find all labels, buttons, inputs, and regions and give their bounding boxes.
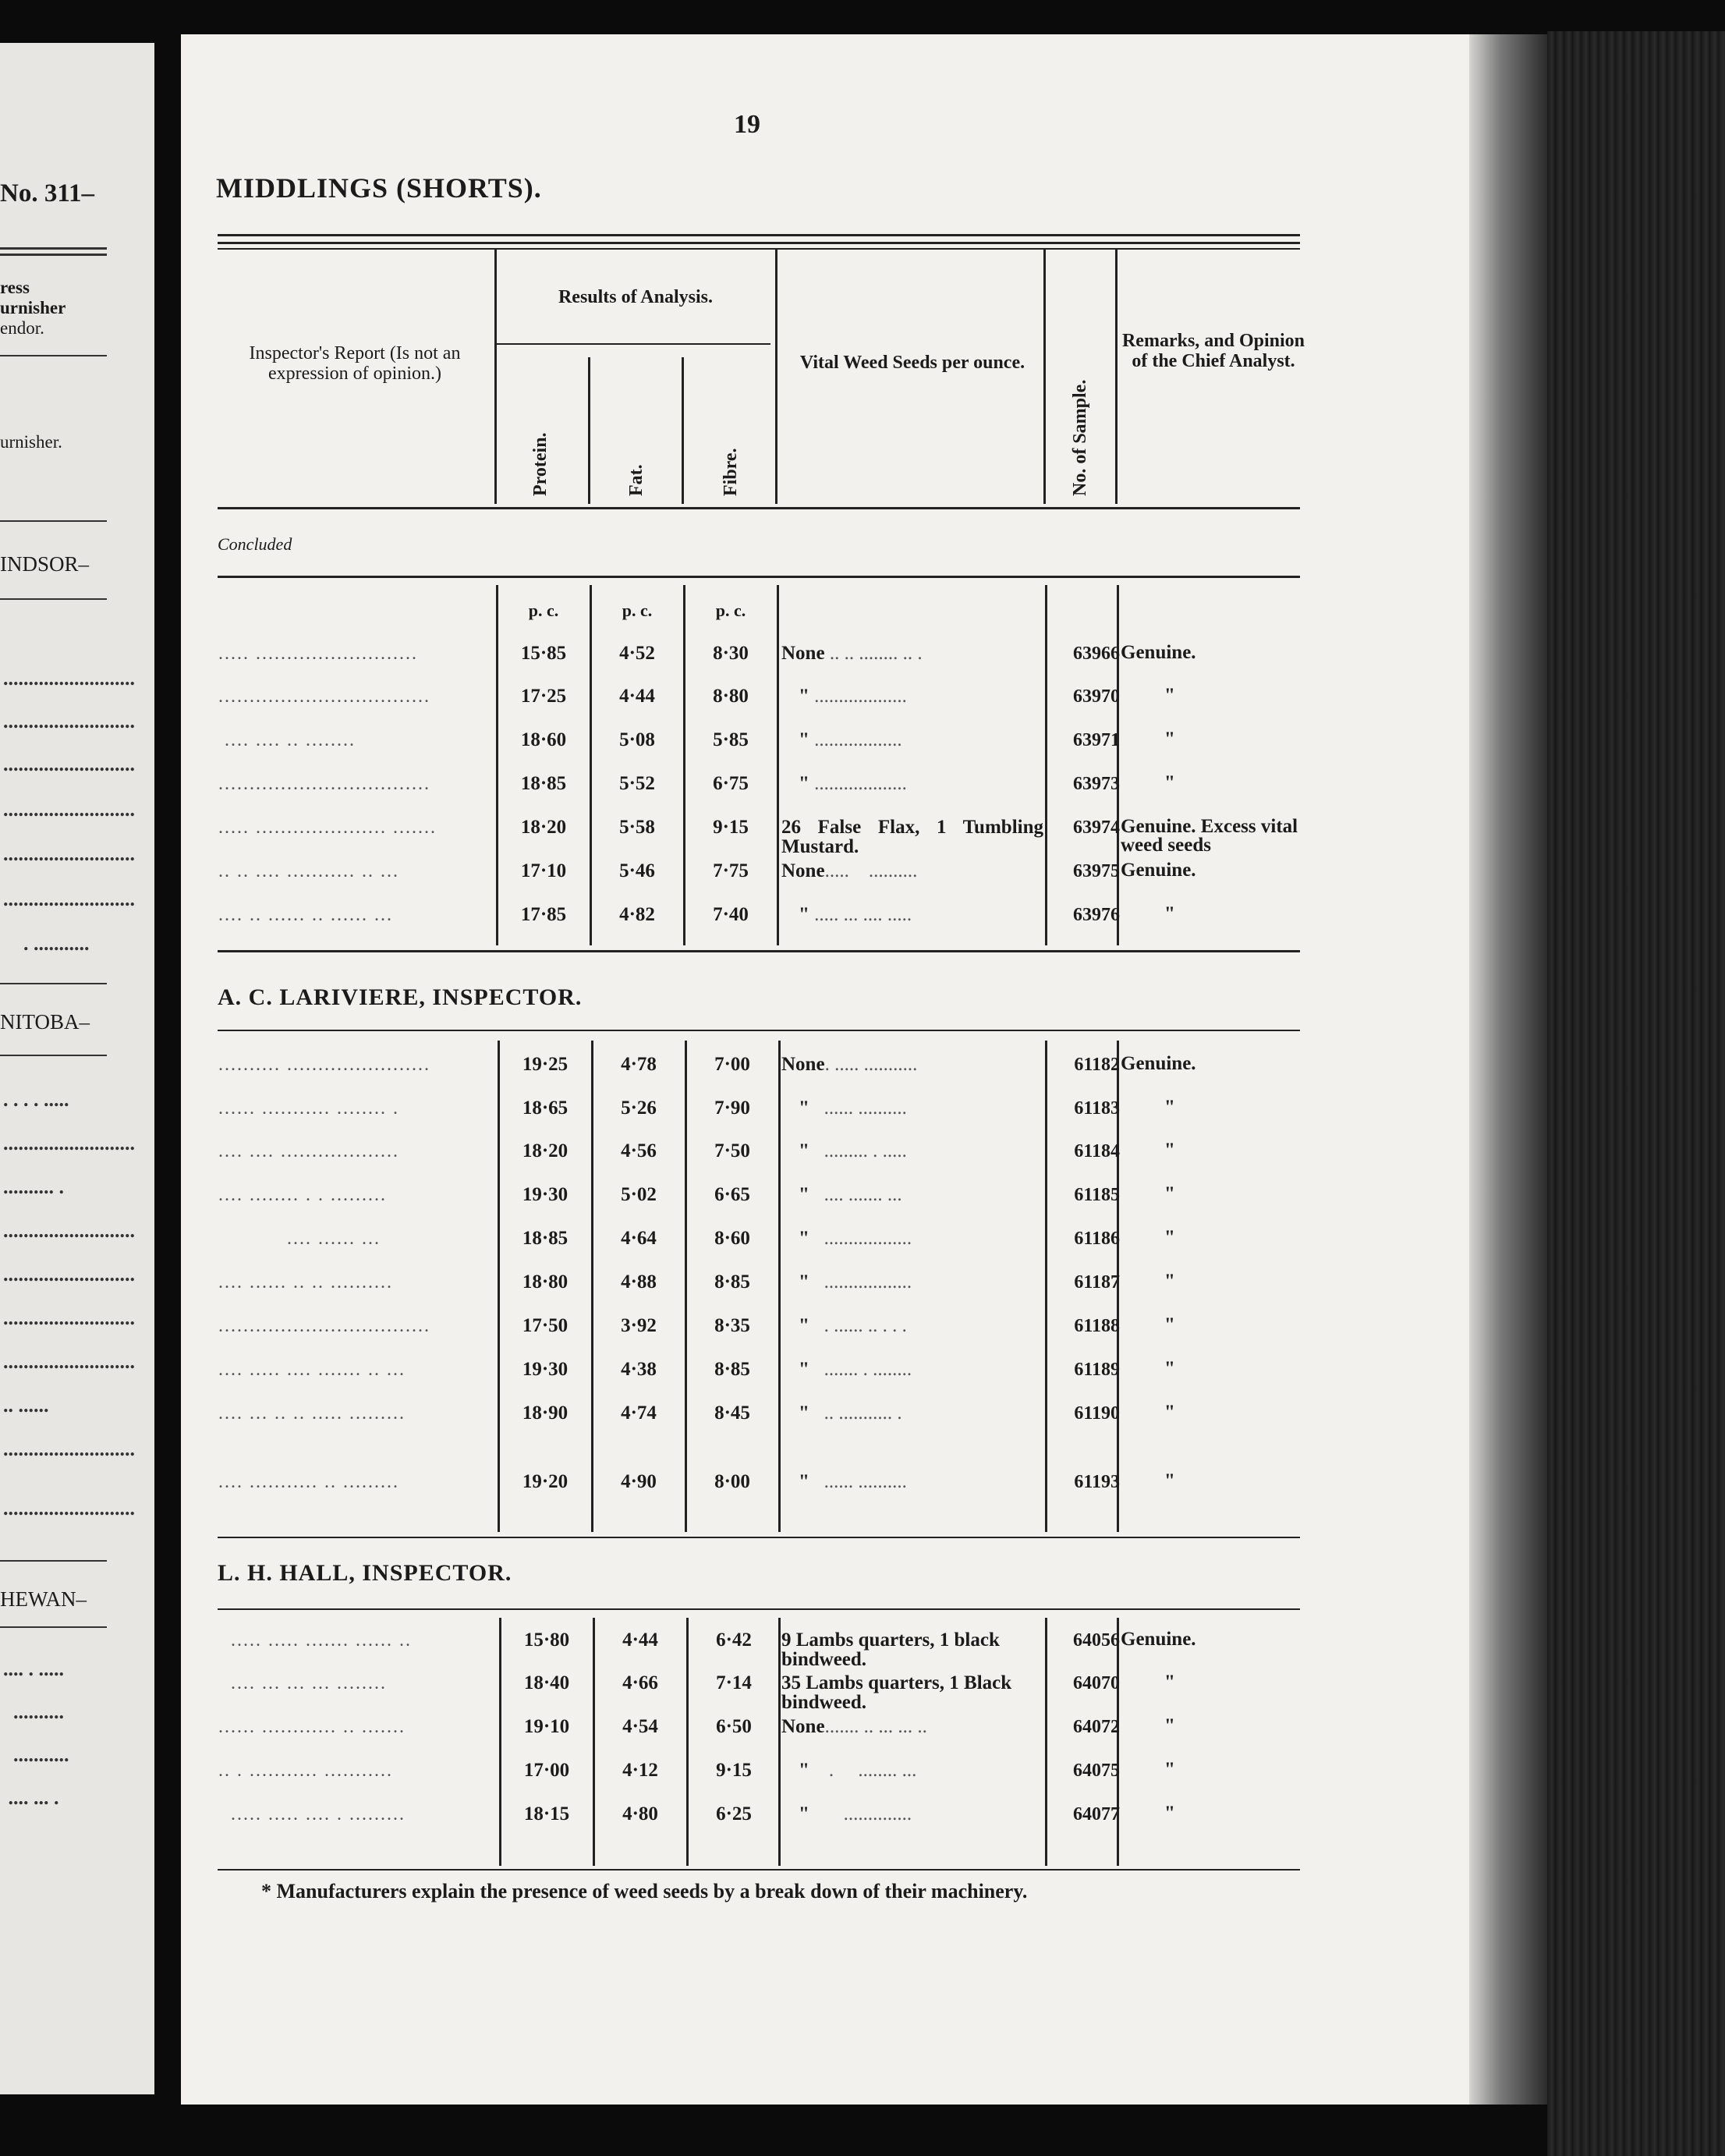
fat-cell: 4·74: [621, 1402, 657, 1424]
column-rule: [777, 585, 779, 945]
remark-cell: ": [1164, 1271, 1175, 1292]
weed-cell: None....... .. ... ... ..: [781, 1716, 927, 1737]
unit-label: p. c.: [715, 601, 746, 620]
remark-cell: ": [1164, 1140, 1175, 1161]
fat-cell: 4·64: [621, 1228, 657, 1249]
remark-cell: ": [1164, 1314, 1175, 1335]
sample-cell: 63974: [1073, 817, 1120, 838]
header-top-rule: [218, 248, 1300, 250]
protein-cell: 19·25: [522, 1054, 569, 1075]
remark-cell: ": [1164, 685, 1175, 706]
protein-cell: 18·90: [522, 1402, 569, 1424]
left-page-text: ress: [0, 278, 30, 297]
remark-cell: ": [1164, 1358, 1175, 1379]
weed-cell: " . ...... .. . . .: [799, 1315, 907, 1336]
column-rule: [593, 1618, 595, 1866]
protein-cell: 18·20: [520, 817, 567, 838]
weed-cell: 26 False Flax, 1 Tumbling Mustard.: [781, 817, 1043, 857]
weed-cell: " ...... ..........: [799, 1471, 907, 1492]
fibre-cell: 7·50: [714, 1140, 750, 1161]
protein-header: Protein.: [530, 432, 551, 496]
divider: [0, 1560, 107, 1562]
unit-label: p. c.: [528, 601, 559, 620]
remark-cell: ": [1164, 1715, 1175, 1736]
weed-cell: " ......... . .....: [799, 1140, 907, 1161]
results-header: Results of Analysis.: [558, 287, 714, 307]
fat-header: Fat.: [626, 464, 646, 496]
protein-cell: 18·85: [520, 773, 567, 794]
remark-cell: ": [1164, 1803, 1175, 1824]
remark-cell: ": [1164, 903, 1175, 924]
section-rule: [218, 1608, 1300, 1610]
protein-cell: 18·65: [522, 1098, 569, 1119]
protein-cell: 15·85: [520, 643, 567, 664]
fat-cell: 4·88: [621, 1271, 657, 1293]
weed-cell: " .... ....... ...: [799, 1184, 902, 1205]
remark-cell: ": [1164, 1759, 1175, 1780]
fat-cell: 5·58: [619, 817, 655, 838]
column-rule: [1117, 585, 1119, 945]
weed-cell: None. ..... ...........: [781, 1054, 918, 1075]
header-bottom-rule: [218, 507, 1300, 509]
page-title: MIDDLINGS (SHORTS).: [216, 172, 542, 204]
sample-cell: 61189: [1074, 1360, 1120, 1380]
weed-cell: " ..............: [799, 1803, 912, 1824]
sample-cell: 63966: [1073, 644, 1120, 664]
weed-seeds-header: Vital Weed Seeds per ounce.: [799, 353, 1025, 373]
weed-cell: " ....... . ........: [799, 1359, 912, 1380]
sample-cell: 63970: [1073, 686, 1120, 707]
weed-cell: 9 Lambs quarters, 1 black bindweed.: [781, 1629, 1000, 1670]
fibre-cell: 8·80: [713, 686, 749, 707]
column-rule: [590, 585, 592, 945]
column-rule: [775, 248, 777, 504]
left-page-number: No. 311–: [0, 179, 95, 207]
fat-cell: 4·54: [622, 1716, 658, 1737]
weed-cell: " ..................: [799, 1271, 912, 1293]
remark-cell: ": [1164, 1470, 1175, 1491]
sample-cell: 61187: [1074, 1272, 1120, 1293]
weed-cell: None .. .. ........ .. .: [781, 643, 923, 664]
remark-cell: ": [1164, 1227, 1175, 1248]
remark-cell: ": [1164, 729, 1175, 750]
divider: [0, 520, 107, 522]
sample-cell: 61190: [1074, 1403, 1120, 1424]
footnote: * Manufacturers explain the presence of weed seeds by a break down of their machinery.: [261, 1880, 1028, 1902]
protein-cell: 19·30: [522, 1184, 569, 1205]
sample-cell: 63973: [1073, 774, 1120, 794]
fat-cell: 4·38: [621, 1359, 657, 1380]
sample-cell: 61193: [1074, 1472, 1120, 1492]
remark-cell: ": [1164, 1183, 1175, 1204]
fibre-cell: 6·65: [714, 1184, 750, 1205]
sample-cell: 61188: [1074, 1316, 1120, 1336]
unit-label: p. c.: [622, 601, 653, 620]
header-top-rule: [218, 234, 1300, 236]
column-rule: [682, 357, 684, 504]
inspector-heading: L. H. HALL, INSPECTOR.: [218, 1560, 512, 1586]
fibre-cell: 7·90: [714, 1098, 750, 1119]
sample-cell: 61182: [1074, 1055, 1120, 1075]
fat-cell: 4·80: [622, 1803, 658, 1824]
column-rule: [1045, 585, 1047, 945]
table-bottom-rule: [218, 1869, 1300, 1871]
section-rule: [218, 576, 1300, 578]
column-rule: [588, 357, 590, 504]
column-rule: [686, 1618, 689, 1866]
inspector-report-header: Inspector's Report (Is not an expression of opinion.): [249, 343, 461, 384]
fibre-cell: 7·40: [713, 904, 749, 925]
remark-cell: ": [1164, 772, 1175, 793]
column-rule: [496, 585, 498, 945]
protein-cell: 18·60: [520, 729, 567, 750]
sample-cell: 64075: [1073, 1761, 1120, 1781]
sample-cell: 64070: [1073, 1673, 1120, 1693]
section-rule: [218, 950, 1300, 952]
fibre-cell: 8·30: [713, 643, 749, 664]
fibre-cell: 8·45: [714, 1402, 750, 1424]
remark-cell: Genuine.: [1121, 642, 1196, 663]
left-facing-page: No. 311– ress urnisher endor. urnisher. INDSOR– .......................... .......................... .......................... .......................... .......................... .......................... . ........... NITOBA– . . . . ..... .......................... .......... . .......................... .......................... .......................... .......................... .. ...... .......................... .......................... HEWAN– .... . ..... .......... ........... .... ... .: [0, 43, 154, 2094]
section-rule: [218, 1537, 1300, 1538]
protein-cell: 17·00: [523, 1760, 570, 1781]
column-rule: [778, 1041, 781, 1532]
protein-cell: 18·15: [523, 1803, 570, 1824]
column-rule: [1043, 248, 1046, 504]
sample-cell: 63971: [1073, 730, 1120, 750]
fibre-cell: 8·85: [714, 1359, 750, 1380]
column-rule: [1115, 248, 1118, 504]
fibre-cell: 6·42: [716, 1629, 752, 1651]
sample-cell: 63976: [1073, 905, 1120, 925]
divider: [0, 247, 107, 250]
page-edge-shadow: [1469, 34, 1547, 2105]
protein-cell: 18·85: [522, 1228, 569, 1249]
fat-cell: 4·52: [619, 643, 655, 664]
column-rule: [683, 585, 685, 945]
sample-cell: 61186: [1074, 1229, 1120, 1249]
protein-cell: 17·85: [520, 904, 567, 925]
left-page-text: endor.: [0, 318, 44, 338]
fibre-cell: 9·15: [716, 1760, 752, 1781]
sample-cell: 64056: [1073, 1630, 1120, 1651]
protein-cell: 17·50: [522, 1315, 569, 1336]
left-page-text: urnisher: [0, 298, 66, 317]
weed-cell: " . ........ ...: [799, 1760, 917, 1781]
divider: [0, 254, 107, 256]
remark-cell: Genuine.: [1121, 1629, 1196, 1650]
fat-cell: 4·12: [622, 1760, 658, 1781]
fibre-cell: 6·25: [716, 1803, 752, 1824]
fat-cell: 4·56: [621, 1140, 657, 1161]
fat-cell: 4·82: [619, 904, 655, 925]
left-page-heading: NITOBA–: [0, 1010, 90, 1034]
fibre-header: Fibre.: [721, 448, 741, 496]
fat-cell: 4·44: [622, 1629, 658, 1651]
protein-cell: 19·10: [523, 1716, 570, 1737]
divider: [0, 355, 107, 356]
fibre-cell: 7·00: [714, 1054, 750, 1075]
weed-cell: " ...................: [799, 773, 907, 794]
column-rule: [494, 248, 497, 504]
section-rule: [218, 1030, 1300, 1031]
weed-cell: None..... ..........: [781, 860, 918, 881]
weed-cell: " ..................: [799, 1228, 912, 1249]
protein-cell: 19·30: [522, 1359, 569, 1380]
weed-cell: " ...................: [799, 686, 907, 707]
results-rule: [496, 343, 770, 345]
left-page-heading: INDSOR–: [0, 552, 90, 576]
fibre-cell: 5·85: [713, 729, 749, 750]
fibre-cell: 8·00: [714, 1471, 750, 1492]
protein-cell: 18·40: [523, 1672, 570, 1693]
column-rule: [499, 1618, 501, 1866]
fat-cell: 5·08: [619, 729, 655, 750]
sample-cell: 61184: [1074, 1141, 1120, 1161]
inspector-heading: A. C. LARIVIERE, INSPECTOR.: [218, 984, 583, 1010]
remark-cell: Genuine. Excess vital weed seeds: [1121, 816, 1298, 856]
left-page-text: urnisher.: [0, 432, 62, 452]
fibre-cell: 7·14: [716, 1672, 752, 1693]
fat-cell: 5·02: [621, 1184, 657, 1205]
page-number: 19: [734, 110, 760, 139]
column-rule: [1117, 1618, 1119, 1866]
column-rule: [1045, 1618, 1047, 1866]
fat-cell: 5·26: [621, 1098, 657, 1119]
fat-cell: 4·90: [621, 1471, 657, 1492]
fibre-cell: 8·85: [714, 1271, 750, 1293]
divider: [0, 1626, 107, 1628]
sample-cell: 64072: [1073, 1717, 1120, 1737]
weed-cell: " ..................: [799, 729, 902, 750]
weed-cell: " ..... ... .... .....: [799, 904, 912, 925]
fibre-cell: 6·75: [713, 773, 749, 794]
protein-cell: 17·25: [520, 686, 567, 707]
remark-cell: Genuine.: [1121, 860, 1196, 881]
remark-cell: Genuine.: [1121, 1053, 1196, 1074]
sample-cell: 61185: [1074, 1185, 1120, 1205]
fat-cell: 3·92: [621, 1315, 657, 1336]
divider: [0, 1055, 107, 1056]
concluded-label: Concluded: [218, 534, 292, 554]
fat-cell: 5·46: [619, 860, 655, 881]
fibre-cell: 9·15: [713, 817, 749, 838]
protein-cell: 19·20: [522, 1471, 569, 1492]
fibre-cell: 6·50: [716, 1716, 752, 1737]
remark-cell: ": [1164, 1672, 1175, 1693]
fat-cell: 4·44: [619, 686, 655, 707]
column-rule: [778, 1618, 781, 1866]
divider: [0, 983, 107, 984]
protein-cell: 15·80: [523, 1629, 570, 1651]
protein-cell: 18·20: [522, 1140, 569, 1161]
fibre-cell: 8·35: [714, 1315, 750, 1336]
sample-cell: 64077: [1073, 1804, 1120, 1824]
fibre-cell: 8·60: [714, 1228, 750, 1249]
fat-cell: 4·78: [621, 1054, 657, 1075]
weed-cell: " ...... ..........: [799, 1098, 907, 1119]
fat-cell: 5·52: [619, 773, 655, 794]
remark-cell: ": [1164, 1402, 1175, 1423]
book-binding: [1547, 31, 1725, 2156]
header-top-rule: [218, 242, 1300, 244]
weed-cell: 35 Lambs quarters, 1 Black bindweed.: [781, 1672, 1012, 1713]
left-page-heading: HEWAN–: [0, 1587, 87, 1611]
remark-cell: ": [1164, 1097, 1175, 1118]
remarks-header: Remarks, and Opinion of the Chief Analyst.: [1121, 331, 1305, 371]
sample-cell: 61183: [1074, 1098, 1120, 1119]
protein-cell: 17·10: [520, 860, 567, 881]
fibre-cell: 7·75: [713, 860, 749, 881]
divider: [0, 598, 107, 600]
fat-cell: 4·66: [622, 1672, 658, 1693]
protein-cell: 18·80: [522, 1271, 569, 1293]
sample-header: No. of Sample.: [1070, 379, 1090, 496]
sample-cell: 63975: [1073, 861, 1120, 881]
weed-cell: " .. ........... .: [799, 1402, 902, 1424]
